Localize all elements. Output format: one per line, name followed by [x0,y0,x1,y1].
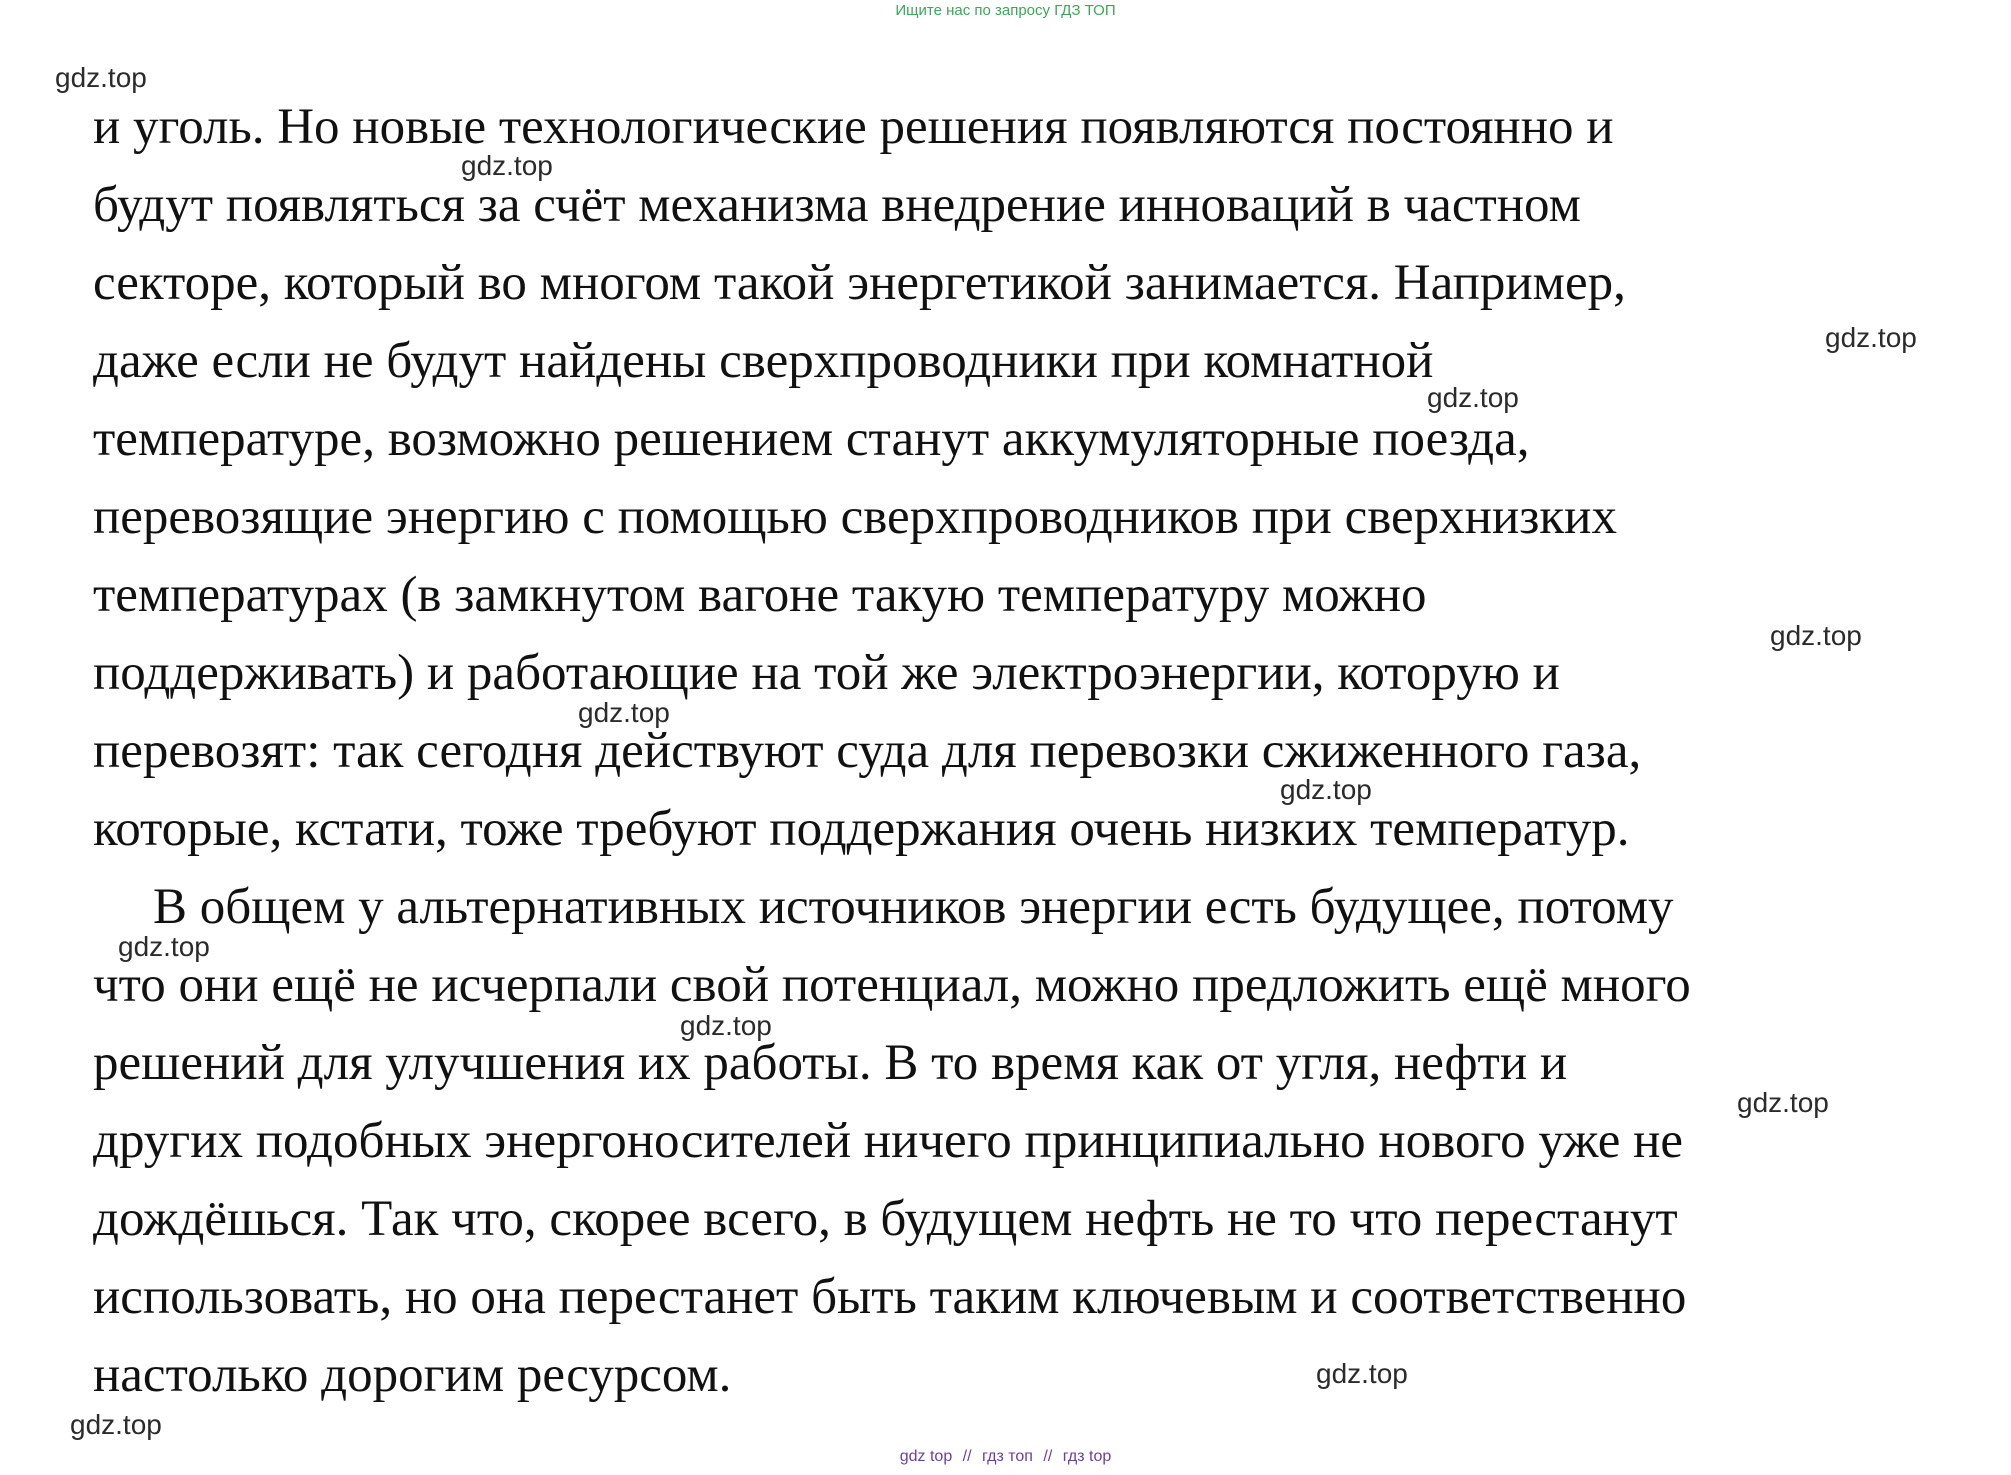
footer-links [0,1448,2011,1466]
text-line: использовать, но она перестанет быть таким ключевым и соответственно [93,1269,1687,1325]
text-line-paragraph-start: В общем у альтернативных источников энергии есть будущее, потому [153,879,1674,935]
watermark: gdz.top [1427,382,1519,413]
text-line: и уголь. Но новые технологические решения появляются постоянно и [93,99,1614,155]
text-line: перевозящие энергию с помощью сверхпроводников при сверхнизких [93,489,1617,545]
text-line: даже если не будут найдены сверхпроводники при комнатной [93,333,1434,389]
watermark: gdz.top [680,1010,772,1041]
footer-link[interactable]: гдз top [1062,1448,1112,1465]
text-line: решений для улучшения их работы. В то время как от угля, нефти и [93,1035,1568,1091]
text-line: других подобных энергоносителей ничего принципиально нового уже не [93,1113,1684,1169]
watermark: gdz.top [1825,322,1917,353]
solution-text [93,88,1993,1414]
watermark: gdz.top [461,150,553,181]
text-line: температурах (в замкнутом вагоне такую температуру можно [93,567,1427,623]
watermark: gdz.top [70,1409,162,1440]
text-line: которые, кстати, тоже требуют поддержания очень низких температур. [93,801,1630,857]
footer-separator: // [962,1448,972,1465]
watermark: gdz.top [55,62,147,93]
top-banner: Ищите нас по запросу ГДЗ ТОП [895,2,1116,19]
text-line: поддерживать) и работающие на той же электроэнергии, которую и [93,645,1560,701]
footer-link[interactable]: гдз топ [982,1448,1033,1465]
watermark: gdz.top [118,931,210,962]
footer-separator: // [1043,1448,1053,1465]
watermark: gdz.top [1316,1358,1408,1389]
text-line: секторе, который во многом такой энергетикой занимается. Например, [93,255,1626,311]
text-line: будут появляться за счёт механизма внедрение инноваций в частном [93,177,1581,233]
text-line: температуре, возможно решением станут аккумуляторные поезда, [93,411,1530,467]
text-line: что они ещё не исчерпали свой потенциал, можно предложить ещё много [93,957,1691,1013]
text-line: перевозят: так сегодня действуют суда для перевозки сжиженного газа, [93,723,1642,779]
watermark: gdz.top [1770,620,1862,651]
text-line: настолько дорогим ресурсом. [93,1347,732,1403]
watermark: gdz.top [1737,1087,1829,1118]
footer-link[interactable]: gdz top [899,1448,953,1465]
watermark: gdz.top [1280,774,1372,805]
text-line: дождёшься. Так что, скорее всего, в будущем нефть не то что перестанут [93,1191,1678,1247]
watermark: gdz.top [578,697,670,728]
